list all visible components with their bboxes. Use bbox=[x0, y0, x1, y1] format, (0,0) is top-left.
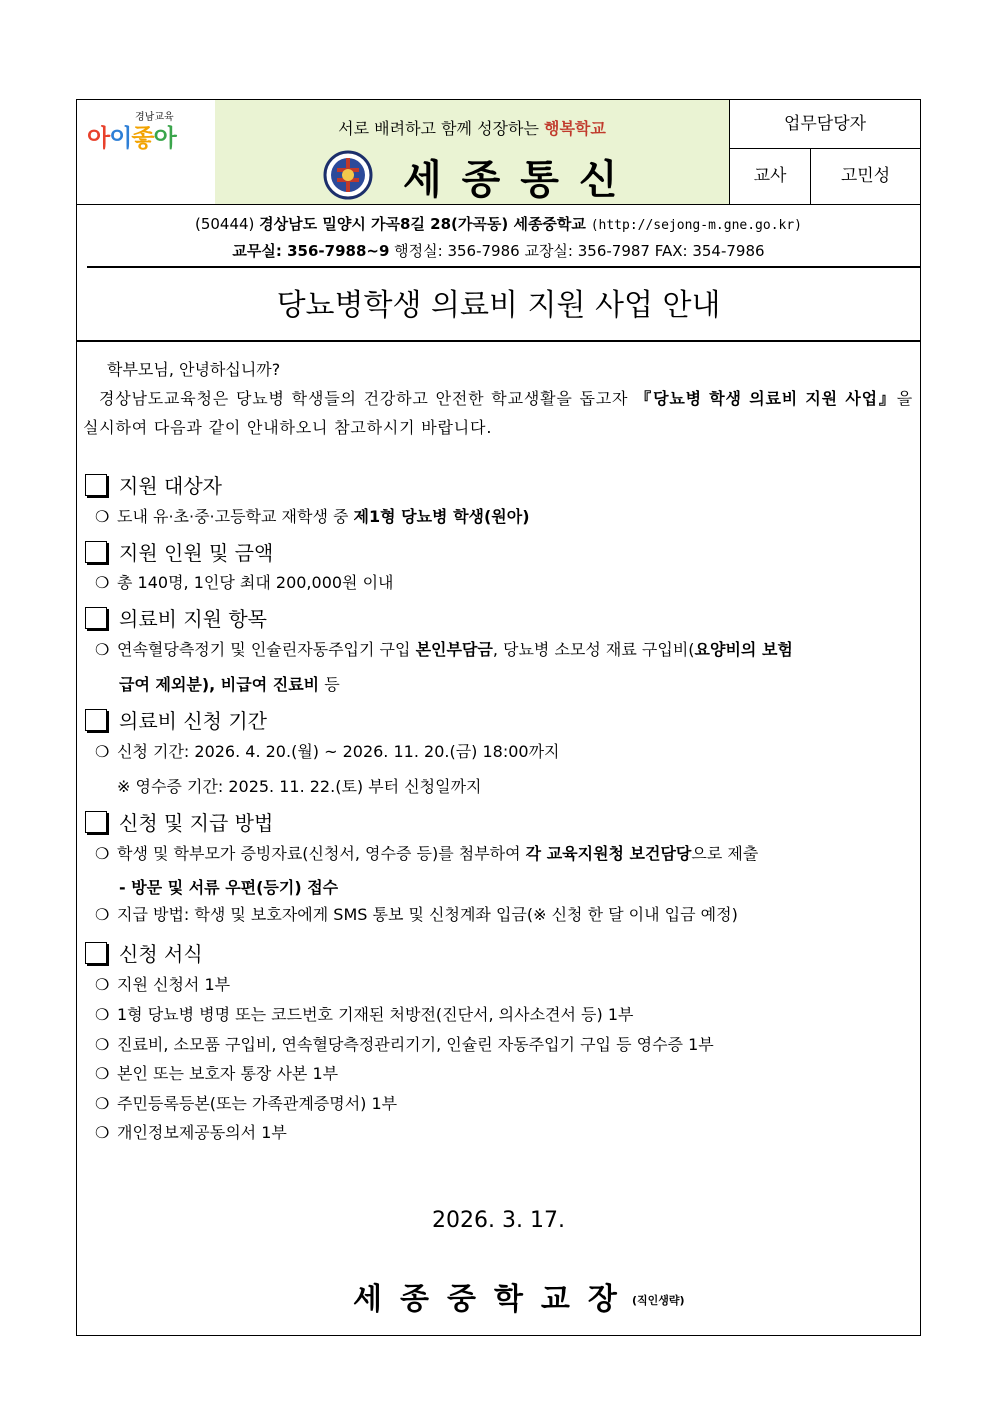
logo-caption: 경남교육 bbox=[135, 112, 174, 123]
section-heading bbox=[85, 807, 273, 836]
staff-table bbox=[730, 100, 920, 204]
divider bbox=[87, 266, 920, 268]
item-text: 으로 제출 bbox=[691, 844, 759, 863]
item-bold: 급여 제외분), 비급여 진료비 bbox=[119, 675, 320, 694]
bullet-icon: ❍ bbox=[95, 905, 110, 924]
section-heading bbox=[85, 603, 267, 632]
bullet-icon: ❍ bbox=[95, 742, 110, 761]
section-heading bbox=[85, 537, 273, 566]
contact-line bbox=[77, 240, 920, 261]
item-text: 총 140명, 1인당 최대 200,000원 이내 bbox=[117, 573, 394, 592]
bullet-icon: ❍ bbox=[95, 1005, 110, 1024]
bullet-icon: ❍ bbox=[95, 1064, 110, 1083]
intro-body bbox=[83, 384, 913, 442]
postal-code: (50444) bbox=[194, 215, 255, 233]
school-emblem-icon bbox=[323, 150, 373, 200]
other-phones: 행정실: 356-7986 교장실: 356-7987 FAX: 354-7986 bbox=[389, 242, 765, 260]
logo-char: 아 bbox=[87, 124, 110, 152]
item-text: 신청 기간: 2026. 4. 20.(월) ~ 2026. 11. 20.(금) 18:00까지 bbox=[117, 742, 560, 761]
logo-cell bbox=[77, 100, 216, 204]
section-heading bbox=[85, 938, 203, 967]
seal-omitted-note: (직인생략) bbox=[632, 1294, 685, 1307]
checkbox-icon bbox=[85, 811, 107, 833]
list-item-continuation: - 방문 및 서류 우편(등기) 접수 bbox=[119, 878, 339, 897]
logo-char: 아 bbox=[153, 124, 176, 152]
item-text: 도내 유·초·중·고등학교 재학생 중 bbox=[117, 507, 354, 526]
list-item bbox=[95, 1089, 915, 1119]
item-text: 지급 방법: 학생 및 보호자에게 SMS 통보 및 신청계좌 입금(※ 신청 한 달 이내 입금 예정) bbox=[117, 905, 738, 924]
address-line bbox=[77, 213, 920, 234]
checkbox-icon bbox=[85, 709, 107, 731]
list-item bbox=[95, 568, 915, 598]
section-title: 의료비 신청 기간 bbox=[119, 709, 267, 733]
staff-role: 교사 bbox=[730, 149, 811, 204]
list-item bbox=[95, 900, 915, 930]
section-heading bbox=[85, 470, 222, 499]
item-bold: 각 교육지원청 보건담당 bbox=[525, 844, 692, 863]
section-title: 지원 인원 및 금액 bbox=[119, 541, 274, 565]
school-url[interactable]: (http://sejong-m.gne.go.kr) bbox=[590, 218, 803, 233]
item-text: 등 bbox=[319, 675, 340, 694]
list-item bbox=[95, 839, 915, 869]
item-text: 학생 및 학부모가 증빙자료(신청서, 영수증 등)를 첨부하여 bbox=[117, 844, 526, 863]
school-address: 경상남도 밀양시 가곡8길 28(가곡동) 세종중학교 bbox=[259, 215, 586, 233]
divider bbox=[77, 340, 920, 342]
logo-char: 좋 bbox=[131, 124, 154, 152]
item-bold: 본인부담금 bbox=[415, 640, 493, 659]
list-item bbox=[95, 1000, 915, 1030]
bullet-icon: ❍ bbox=[95, 1123, 110, 1142]
section-title: 지원 대상자 bbox=[119, 474, 222, 498]
bullet-icon: ❍ bbox=[95, 1035, 110, 1054]
item-bold: 제1형 당뇨병 학생(원아) bbox=[353, 507, 530, 526]
office-phone: 교무실: 356-7988~9 bbox=[232, 242, 390, 260]
item-text: 본인 또는 보호자 통장 사본 1부 bbox=[117, 1064, 339, 1083]
checkbox-icon bbox=[85, 541, 107, 563]
item-text: 1형 당뇨병 병명 또는 코드번호 기재된 처방전(진단서, 의사소견서 등) 1부 bbox=[117, 1005, 634, 1024]
principal-signature: 세종중학교장 bbox=[353, 1282, 635, 1317]
list-item-continuation bbox=[119, 672, 340, 695]
title-cell bbox=[215, 100, 730, 204]
item-text: 지원 신청서 1부 bbox=[117, 975, 231, 994]
checkbox-icon bbox=[85, 607, 107, 629]
section-title: 신청 서식 bbox=[119, 942, 203, 966]
document-title: 당뇨병학생 의료비 지원 사업 안내 bbox=[276, 288, 721, 323]
staff-label: 업무담당자 bbox=[730, 100, 920, 149]
newsletter-title: 세종통신 bbox=[403, 157, 638, 203]
bullet-icon: ❍ bbox=[95, 507, 110, 526]
program-name: 『당뇨병 학생 의료비 지원 사업』 bbox=[635, 389, 897, 408]
address-block bbox=[77, 205, 920, 265]
bullet-icon: ❍ bbox=[95, 844, 110, 863]
issue-date: 2026. 3. 17. bbox=[432, 1208, 565, 1233]
section-title: 신청 및 지급 방법 bbox=[119, 811, 274, 835]
list-item bbox=[95, 737, 915, 767]
list-item bbox=[95, 1059, 915, 1089]
checkbox-icon bbox=[85, 474, 107, 496]
bullet-icon: ❍ bbox=[95, 1094, 110, 1113]
staff-name: 고민성 bbox=[840, 166, 891, 186]
note: ※ 영수증 기간: 2025. 11. 22.(토) 부터 신청일까지 bbox=[117, 777, 482, 796]
list-item bbox=[95, 635, 915, 665]
list-item bbox=[95, 502, 915, 532]
greeting: 학부모님, 안녕하십니까? bbox=[107, 360, 281, 379]
slogan bbox=[215, 116, 729, 139]
bullet-icon: ❍ bbox=[95, 640, 110, 659]
item-bold: 요양비의 보험 bbox=[694, 640, 793, 659]
item-text: , 당뇨병 소모성 재료 구입비( bbox=[492, 640, 695, 659]
list-item bbox=[95, 1118, 915, 1148]
newsletter-frame bbox=[76, 99, 921, 1336]
section-heading bbox=[85, 705, 267, 734]
school-logo bbox=[87, 118, 176, 153]
slogan-highlight: 행복학교 bbox=[544, 119, 606, 138]
bullet-icon: ❍ bbox=[95, 573, 110, 592]
item-text: 주민등록등본(또는 가족관계증명서) 1부 bbox=[117, 1094, 398, 1113]
intro-paragraph bbox=[83, 355, 913, 442]
list-item bbox=[95, 970, 915, 1000]
item-text: 진료비, 소모품 구입비, 연속혈당측정관리기기, 인슐린 자동주입기 구입 등 영수증 1부 bbox=[117, 1035, 714, 1054]
item-text: 연속혈당측정기 및 인슐린자동주입기 구입 bbox=[117, 640, 416, 659]
bullet-icon: ❍ bbox=[95, 975, 110, 994]
slogan-text: 서로 배려하고 함께 성장하는 bbox=[338, 119, 544, 138]
header bbox=[77, 100, 920, 205]
section-title: 의료비 지원 항목 bbox=[119, 607, 267, 631]
intro-text: 경상남도교육청은 당뇨병 학생들의 건강하고 안전한 학교생활을 돕고자 bbox=[99, 389, 636, 408]
logo-char: 이 bbox=[109, 124, 132, 152]
item-text: 개인정보제공동의서 1부 bbox=[117, 1123, 287, 1142]
intro-text: 을 실시하여 다음과 같이 안내하오니 참고하시기 바랍니다. bbox=[83, 389, 913, 437]
list-item bbox=[95, 1030, 915, 1060]
checkbox-icon bbox=[85, 942, 107, 964]
